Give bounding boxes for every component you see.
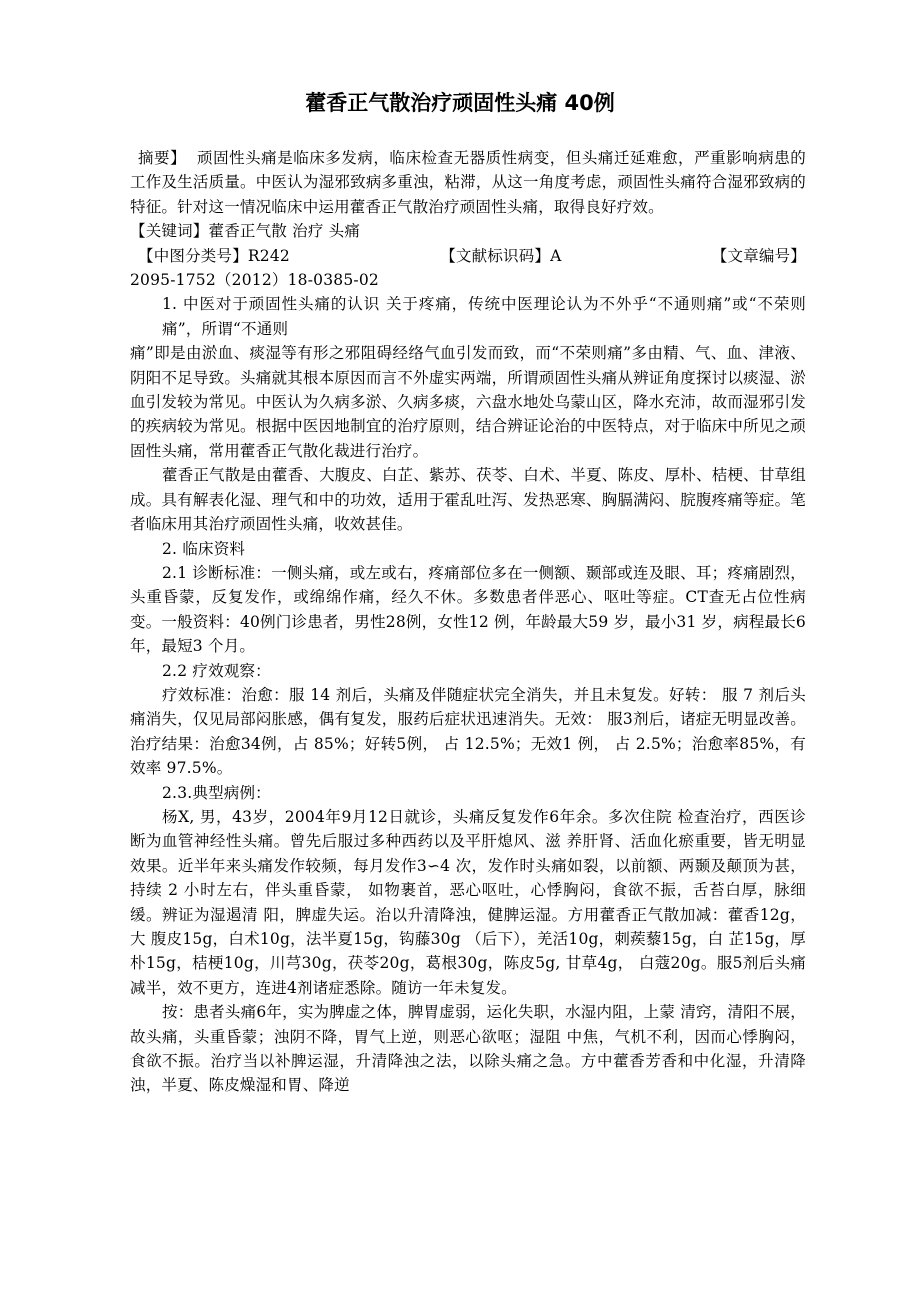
article-number: 2095-1752（2012）18-0385-02 — [130, 271, 379, 290]
metadata-row — [130, 244, 806, 268]
section-2-1: 2.1 诊断标准：一侧头痛，或左或右，疼痛部位多在一侧额、颞部或连及眼、耳；疼痛剧烈，头重昏蒙，反复发作，或绵绵作痛，经久不休。多数患者伴恶心、呕吐等症。CT查无占位性病变。一般资料：40例门诊患者，男性28例，女性12 例，年龄最大59 岁，最小31 岁，病程最长6 年，最短3 个月。 — [130, 563, 806, 656]
page-title: 藿香正气散治疗顽固性头痛 40例 — [305, 91, 615, 115]
section-2-2: 疗效标准：治愈：服 14 剂后，头痛及伴随症状完全消失，并且未复发。好转： 服 7 剂后头痛消失，仅见局部闷胀感，偶有复发，服药后症状迅速消失。无效： 服3剂后，诸症无明显改善。治疗结果：治愈34例，占 85%；好转5例， 占 12.5%；无效1 例， 占 2.5%；治愈率85%，有效率 97.5%。 — [130, 685, 806, 778]
abstract-text: 顽固性头痛是临床多发病，临床检查无器质性病变，但头痛迁延难愈，严重影响病患的工作及生活质量。中医认为湿邪致病多重浊，粘滞，从这一角度考虑，顽固性头痛符合湿邪致病的特征。针对这一情况临床中运用藿香正气散治疗顽固性头痛，取得良好疗效。 — [130, 149, 806, 216]
clc-number: 【中图分类号】R242 — [138, 246, 290, 265]
section-2-2-heading: 2.2 疗效观察： — [162, 661, 271, 680]
section-2-3-case: 杨X, 男，43岁，2004年9月12日就诊，头痛反复发作6年余。多次住院 检查治疗，西医诊断为血管神经性头痛。曾先后服过多种西药以及平肝熄风、滋 养肝肾、活血化瘀重要，皆无明显效果。近半年来头痛发作较频，每月发作3∽4 次，发作时头痛如裂，以前额、两颞及颠顶为甚，持续 2 小时左右，伴头重昏蒙， 如物裹首，恶心呕吐，心悸胸闷，食欲不振，舌苔白厚，脉细缓。辨证为湿遏清 阳，脾虚失运。治以升清降浊，健脾运湿。方用藿香正气散加减：藿香12g，大 腹皮15g，白术10g，法半夏15g，钩藤30g （后下），羌活10g，刺蒺藜15g，白 芷15g，厚朴15g，桔梗10g，川芎30g，茯苓20g，葛根30g，陈皮5g, 甘草4g， 白蔻20g。服5剂后头痛减半，效不更方，连进4剂诸症悉除。随访一年未复发。 — [130, 807, 806, 997]
section-1-paragraph-2: 藿香正气散是由藿香、大腹皮、白芷、紫苏、茯苓、白术、半夏、陈皮、厚朴、桔梗、甘草组成。具有解表化湿、理气和中的功效，适用于霍乱吐泻、发热恶寒、胸膈满闷、脘腹疼痛等症。笔者临床用其治疗顽固性头痛，收效甚佳。 — [130, 466, 806, 534]
abstract-label: 摘要】 — [138, 149, 187, 167]
section-2-3-commentary: 按：患者头痛6年，实为脾虚之体，脾胃虚弱，运化失职，水湿内阻，上蒙 清窍，清阳不展，故头痛，头重昏蒙；浊阴不降，胃气上逆，则恶心欲呕；湿阻 中焦，气机不利，因而心悸胸闷，食欲不振。治疗当以补脾运湿，升清降浊之法，以除头痛之急。方中藿香芳香和中化湿，升清降浊，半夏、陈皮燥湿和胃、降逆 — [130, 1003, 806, 1095]
article-body — [130, 146, 806, 1098]
abstract — [130, 146, 806, 219]
section-2-heading: 2. 临床资料 — [162, 539, 246, 558]
section-1-heading: 1. 中医对于顽固性头痛的认识 关于疼痛，传统中医理论认为不外乎“不通则痛”或“不荣则痛”，所谓“不通则 — [162, 295, 806, 338]
keywords: 【关键词】藿香正气散 治疗 头痛 — [130, 222, 361, 241]
document-code: 【文献标识码】A — [440, 246, 562, 265]
section-2-3-heading: 2.3.典型病例： — [162, 783, 271, 802]
section-1-paragraph-1: 痛”即是由淤血、痰湿等有形之邪阻碍经络气血引发而致，而“不荣则痛”多由精、气、血、津液、阴阳不足导致。头痛就其根本原因而言不外虚实两端，所谓顽固性头痛从辨证角度探讨以痰湿、淤血引发较为常见。中医认为久病多淤、久病多痰，六盘水地处乌蒙山区，降水充沛，故而湿邪引发的疾病较为常见。根据中医因地制宜的治疗原则，结合辨证论治的中医特点，对于临床中所见之顽固性头痛，常用藿香正气散化裁进行治疗。 — [130, 344, 806, 460]
article-number-label: 【文章编号】 — [711, 246, 806, 265]
